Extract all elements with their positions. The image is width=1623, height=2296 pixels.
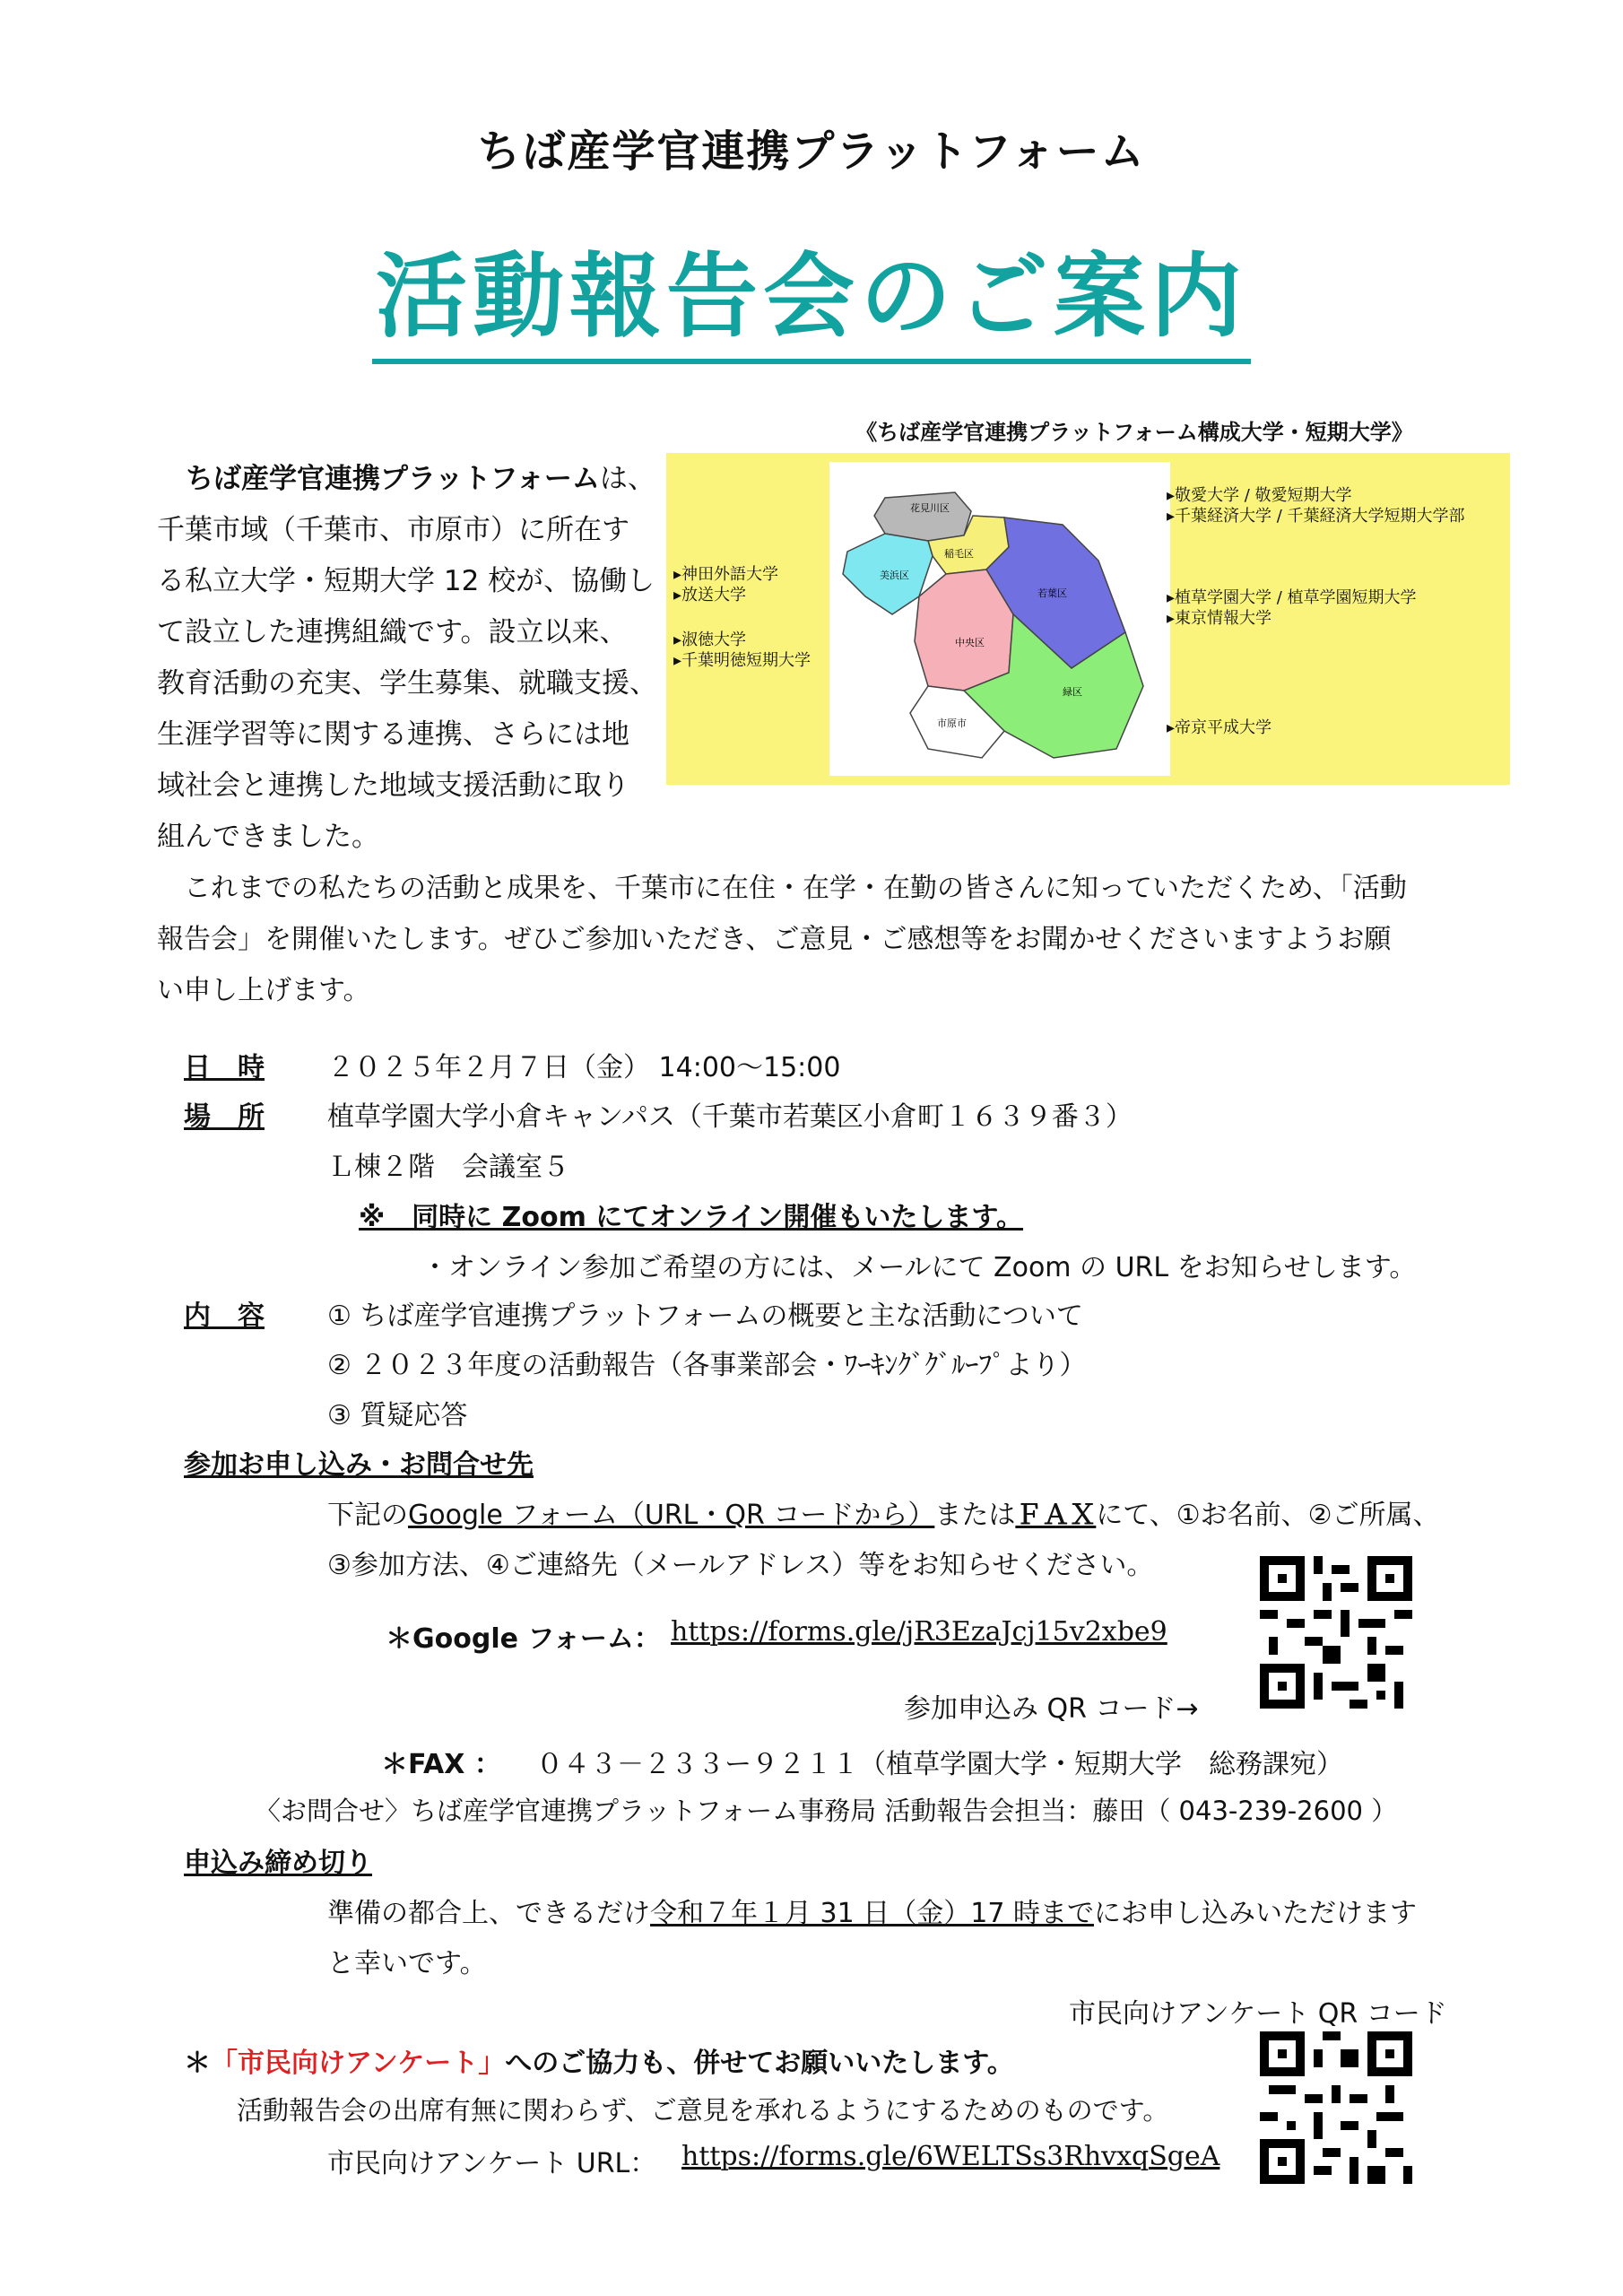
place-line-1: 植草学園大学小倉キャンパス（千葉市若葉区小倉町１６３９番３） xyxy=(327,1101,1133,1133)
intro-paragraph-2: これまでの私たちの活動と成果を、千葉市に在住・在学・在勤の皆さんに知っていただくため、「活動 報告会」を開催いたします。ぜひご参加いただき、ご意見・ご感想等をお聞かせくださいますようお願 い申し上げます。 xyxy=(157,873,1407,1006)
content-item-1: ① ちば産学官連携プラットフォームの概要と主な活動について xyxy=(327,1300,1083,1332)
survey-qr-code[interactable] xyxy=(1260,2031,1412,2184)
google-form-link[interactable]: https://forms.gle/jR3EzaJcj15v2xbe9 xyxy=(671,1616,1167,1648)
ward-label-wakaba: 若葉区 xyxy=(1037,587,1067,599)
content-item-2: ② ２０２３年度の活動報告（各事業部会・ﾜｰｷﾝｸﾞｸﾞﾙｰﾌﾟより） xyxy=(327,1350,1087,1381)
survey-request: ＊「市民向けアンケート」へのご協力も、併せてお願いいたします。 xyxy=(184,2048,1014,2079)
apply-heading: 参加お申し込み・お問合せ先 xyxy=(184,1449,534,1481)
deadline-line-1: 準備の都合上、できるだけ令和７年１月 31 日（金）17 時までにお申し込みいただけます xyxy=(327,1898,1417,1929)
google-form-label: ＊Google フォーム： xyxy=(386,1623,661,1655)
content-row xyxy=(184,1293,265,1333)
date-value: ２０２５年２月７日（金） 14:00～15:00 xyxy=(327,1052,841,1083)
content-label: 内 容 xyxy=(184,1300,265,1332)
page-title-text: 活動報告会のご案内 xyxy=(372,224,1251,364)
deadline-heading: 申込み締め切り xyxy=(184,1848,372,1879)
map-caption: 《ちば産学官連携プラットフォーム構成大学・短期大学》 xyxy=(855,420,1413,445)
apply-qr-caption: 参加申込み QR コード→ xyxy=(904,1693,1199,1725)
ward-label-mihama: 美浜区 xyxy=(880,570,909,581)
zoom-sub-note: ・オンライン参加ご希望の方には、メールにて Zoom の URL をお知らせします。 xyxy=(421,1252,1417,1283)
ward-label-ichihara: 市原市 xyxy=(937,718,967,729)
ward-label-inage: 稲毛区 xyxy=(944,548,974,560)
fax-label: ＊FAX ： xyxy=(381,1749,501,1780)
contact-info: 〈お問合せ〉ちば産学官連携プラットフォーム事務局 活動報告会担当：藤田（ 043-239-2600 ） xyxy=(255,1796,1398,1826)
content-item-3: ③ 質疑応答 xyxy=(327,1400,468,1431)
apply-line-1: 下記のGoogle フォーム（URL・QR コードから）またはＦＡＸにて、①お名前、②ご所属、 xyxy=(327,1500,1440,1531)
ward-label-hanamigawa: 花見川区 xyxy=(910,502,950,514)
intro-paragraph: ちば産学官連携プラットフォームは、 千葉市域（千葉市、市原市）に所在す る私立大学・短期大学 12 校が、協働し て設立した連携組織です。設立以来、 教育活動の充実、学生募集、就職支援、 生涯学習等に関する連携、さらには地 域社会と連携した地域支援活動に取り 組んできました。 xyxy=(157,463,657,853)
survey-qr-caption: 市民向けアンケート QR コード xyxy=(1069,1998,1447,2030)
qr-code-icon xyxy=(1260,1556,1412,1709)
survey-purpose: 活動報告会の出席有無に関わらず、ご意見を承れるようにするためのものです。 xyxy=(237,2095,1169,2126)
date-row xyxy=(184,1045,265,1084)
hanamigawa-ward xyxy=(874,492,971,541)
date-label: 日 時 xyxy=(184,1052,265,1083)
map-uni-group-right-2: ▸植草学園大学 / 植草学園短期大学 ▸東京情報大学 xyxy=(1167,588,1417,628)
org-name: ちば産学官連携プラットフォーム xyxy=(186,463,600,495)
place-row xyxy=(184,1094,265,1134)
map-uni-group-right-3: ▸帝京平成大学 xyxy=(1167,718,1272,737)
qr-code-icon xyxy=(1260,2031,1412,2184)
subtitle: ちば産学官連携プラットフォーム xyxy=(477,126,1146,177)
fax-value: ０４３－２３３ー９２１１（植草学園大学・短期大学 総務課宛） xyxy=(536,1749,1343,1780)
page-title xyxy=(0,224,1623,364)
place-line-2: Ｌ棟２階 会議室５ xyxy=(327,1152,569,1183)
map-uni-group-left-1: ▸神田外語大学 ▸放送大学 xyxy=(673,565,779,604)
map-uni-group-right-1: ▸敬愛大学 / 敬愛短期大学 ▸千葉経済大学 / 千葉経済大学短期大学部 xyxy=(1167,486,1465,526)
deadline-line-2: と幸いです。 xyxy=(327,1948,487,1979)
survey-link[interactable]: https://forms.gle/6WELTSs3RhvxqSgeA xyxy=(681,2141,1220,2172)
place-label: 場 所 xyxy=(184,1101,265,1133)
zoom-note: ※ 同時に Zoom にてオンライン開催もいたします。 xyxy=(359,1202,1023,1233)
map-uni-group-left-2: ▸淑徳大学 ▸千葉明徳短期大学 xyxy=(673,631,812,670)
university-map xyxy=(666,453,1510,785)
apply-line-2: ③参加方法、④ご連絡先（メールアドレス）等をお知らせください。 xyxy=(327,1550,1154,1581)
ward-label-midori: 緑区 xyxy=(1063,686,1082,698)
survey-url-label: 市民向けアンケート URL： xyxy=(327,2148,657,2179)
ward-label-chuo: 中央区 xyxy=(955,637,985,648)
chiba-map-image xyxy=(829,462,1170,776)
apply-qr-code[interactable] xyxy=(1260,1556,1412,1709)
map-area xyxy=(829,462,1170,776)
